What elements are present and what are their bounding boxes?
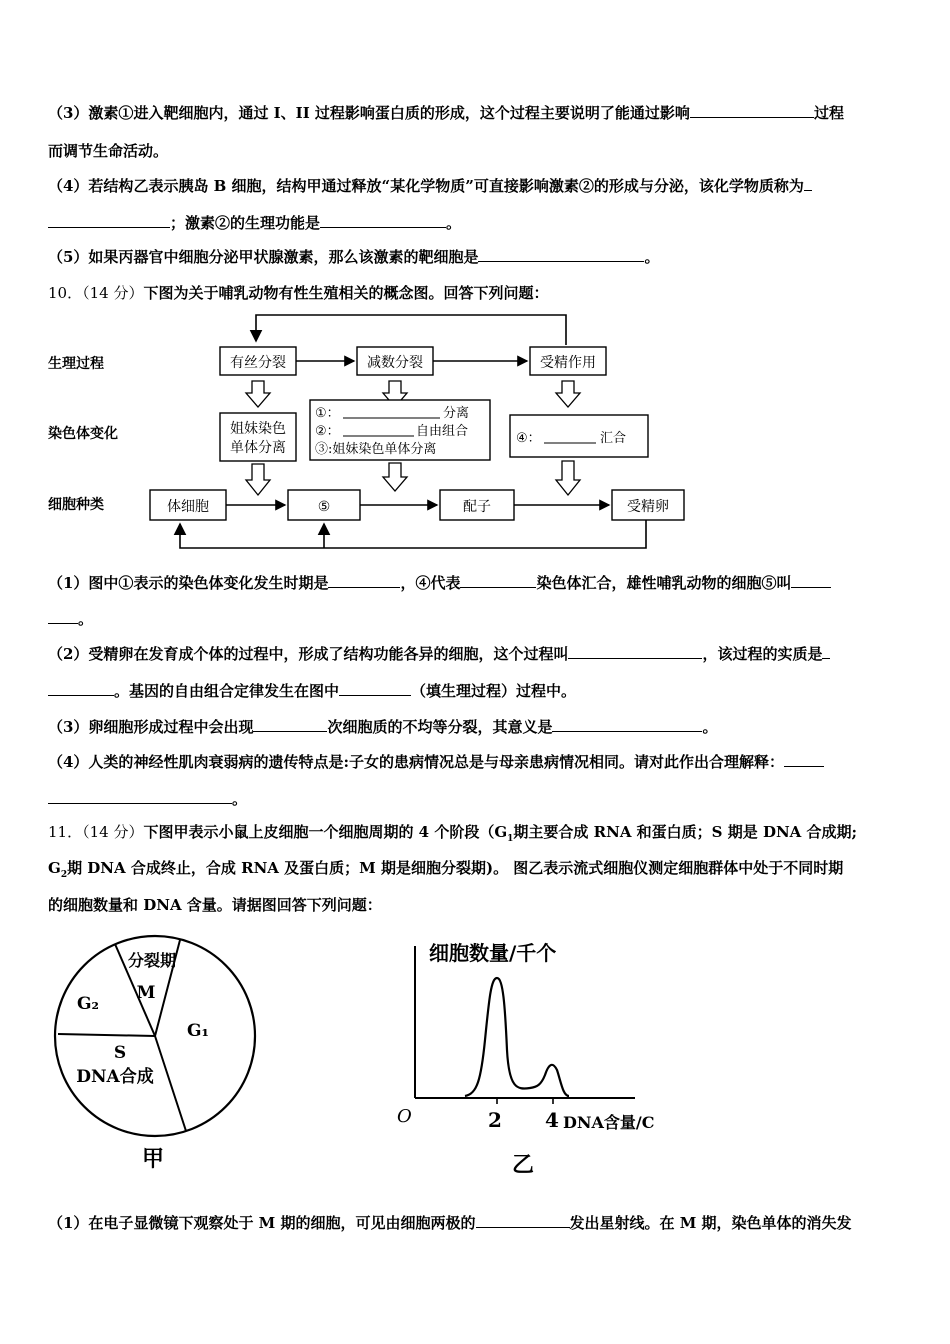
answer-blank[interactable]: [320, 213, 446, 228]
x-tick-4: 4: [545, 1108, 559, 1132]
chrom-box2-line3: ③:姐妹染色单体分离: [315, 442, 437, 457]
label-g2: G₂: [77, 994, 99, 1014]
row-label-process: 生理过程: [48, 356, 104, 372]
answer-blank[interactable]: [476, 1213, 570, 1228]
chrom-box2-text1: 分离: [443, 406, 470, 421]
answer-blank[interactable]: [253, 717, 327, 732]
answer-blank[interactable]: [822, 644, 830, 659]
label-m: M: [136, 983, 156, 1003]
q10-part2-line2: 。基因的自由组合定律发生在图中 （填生理过程）过程中。: [48, 680, 576, 701]
q11-part1: （1）在电子显微镜下观察处于 M 期的细胞，可见由细胞两极的 发出星射线。在 M 期，染色单体的消失发: [48, 1214, 852, 1232]
q10-part3: （3）卵细胞形成过程中会出现 次细胞质的不均等分裂，其意义是 。: [48, 718, 718, 736]
answer-blank[interactable]: [48, 609, 78, 624]
box-gamete: 配子: [463, 499, 491, 515]
box-mitosis: 有丝分裂: [230, 355, 286, 371]
q11-figure-jia-cell-cycle-pie: [40, 930, 270, 1180]
caption-jia: 甲: [141, 1146, 165, 1172]
q10-part1-line2: 。: [48, 608, 93, 629]
q11-heading: 11．（14 分）下图甲表示小鼠上皮细胞一个细胞周期的 4 个阶段（$G_1$期主要合成 RNA 和蛋白质；S 期是 DNA 合成期;: [48, 823, 858, 844]
q9-part3-line2: 而调节生命活动。: [48, 142, 169, 160]
q9-part4: （4）若结构乙表示胰岛 B 细胞，结构甲通过释放“某化学物质”可直接影响激素②的形成与分泌，该化学物质称为: [48, 175, 812, 196]
answer-blank[interactable]: [460, 573, 536, 588]
q9-part3: （3）激素①进入靶细胞内，通过 I、II 过程影响蛋白质的形成，这个过程主要说明了能通过影响 过程: [48, 104, 844, 122]
q11-figure-yi-dna-content-plot: [385, 930, 705, 1180]
answer-blank[interactable]: [48, 213, 170, 228]
label-dna-synthesis: DNA合成: [76, 1067, 154, 1087]
box-somatic-cell: 体细胞: [167, 499, 209, 515]
q10-heading: 10．（14 分）下图为关于哺乳动物有性生殖相关的概念图。回答下列问题：: [48, 284, 549, 302]
x-tick-2: 2: [488, 1108, 502, 1132]
q11-heading-line2: $G_2$期 DNA 合成终止，合成 RNA 及蛋白质；M 期是细胞分裂期)。 图乙表示流式细胞仪测定细胞群体中处于不同时期: [48, 859, 844, 880]
q10-concept-diagram: [40, 305, 700, 555]
row-label-chromosome: 染色体变化: [48, 426, 118, 442]
chrom-box1-line2: 单体分离: [230, 440, 286, 456]
q9-part5: （5）如果丙器官中细胞分泌甲状腺激素，那么该激素的靶细胞是 。: [48, 248, 660, 266]
box-meiosis: 减数分裂: [367, 355, 423, 371]
label-s: S: [113, 1043, 127, 1063]
box-fertilization: 受精作用: [540, 355, 596, 371]
y-axis-label: 细胞数量/千个: [429, 941, 557, 965]
q10-part4-line2: 。: [48, 788, 247, 809]
chrom-box1-line1: 姐妹染色: [230, 421, 286, 437]
caption-yi: 乙: [511, 1152, 535, 1178]
answer-blank[interactable]: [478, 247, 644, 262]
answer-blank[interactable]: [791, 573, 831, 588]
label-division-phase: 分裂期: [127, 951, 177, 970]
row-label-cell-type: 细胞种类: [48, 497, 104, 513]
answer-blank[interactable]: [690, 103, 814, 118]
x-axis-label: DNA含量/C: [563, 1113, 655, 1132]
answer-blank[interactable]: [568, 644, 702, 659]
box-zygote: 受精卵: [627, 499, 669, 515]
answer-blank[interactable]: [339, 681, 411, 696]
label-g1: G₁: [187, 1021, 209, 1041]
q10-part1: （1）图中①表示的染色体变化发生时期是 ，④代表 染色体汇合，雄性哺乳动物的细胞⑤叫: [48, 572, 831, 593]
answer-blank[interactable]: [804, 176, 812, 191]
origin-label: O: [397, 1106, 412, 1127]
answer-blank[interactable]: [48, 789, 232, 804]
chrom-box2-label1: ①：: [315, 406, 340, 421]
q10-part4: （4）人类的神经性肌肉衰弱病的遗传特点是:子女的患病情况总是与母亲患病情况相同。请对此作出合理解释：: [48, 751, 824, 772]
answer-blank[interactable]: [48, 681, 114, 696]
chrom-box2-text2: 自由组合: [416, 424, 469, 439]
answer-blank[interactable]: [784, 752, 824, 767]
chrom-box2-label2: ②：: [315, 424, 340, 439]
q9-part4-line2: ；激素②的生理功能是 。: [48, 212, 461, 233]
answer-blank[interactable]: [328, 573, 400, 588]
answer-blank[interactable]: [552, 717, 702, 732]
q10-part2: （2）受精卵在发育成个体的过程中，形成了结构功能各异的细胞，这个过程叫 ，该过程的实质是: [48, 643, 830, 664]
q11-heading-line3: 的细胞数量和 DNA 含量。请据图回答下列问题：: [48, 896, 382, 914]
chrom-box3-label: ④：: [516, 431, 541, 446]
chrom-box3-text: 汇合: [600, 431, 627, 446]
box-cell-5: ⑤: [317, 499, 331, 515]
